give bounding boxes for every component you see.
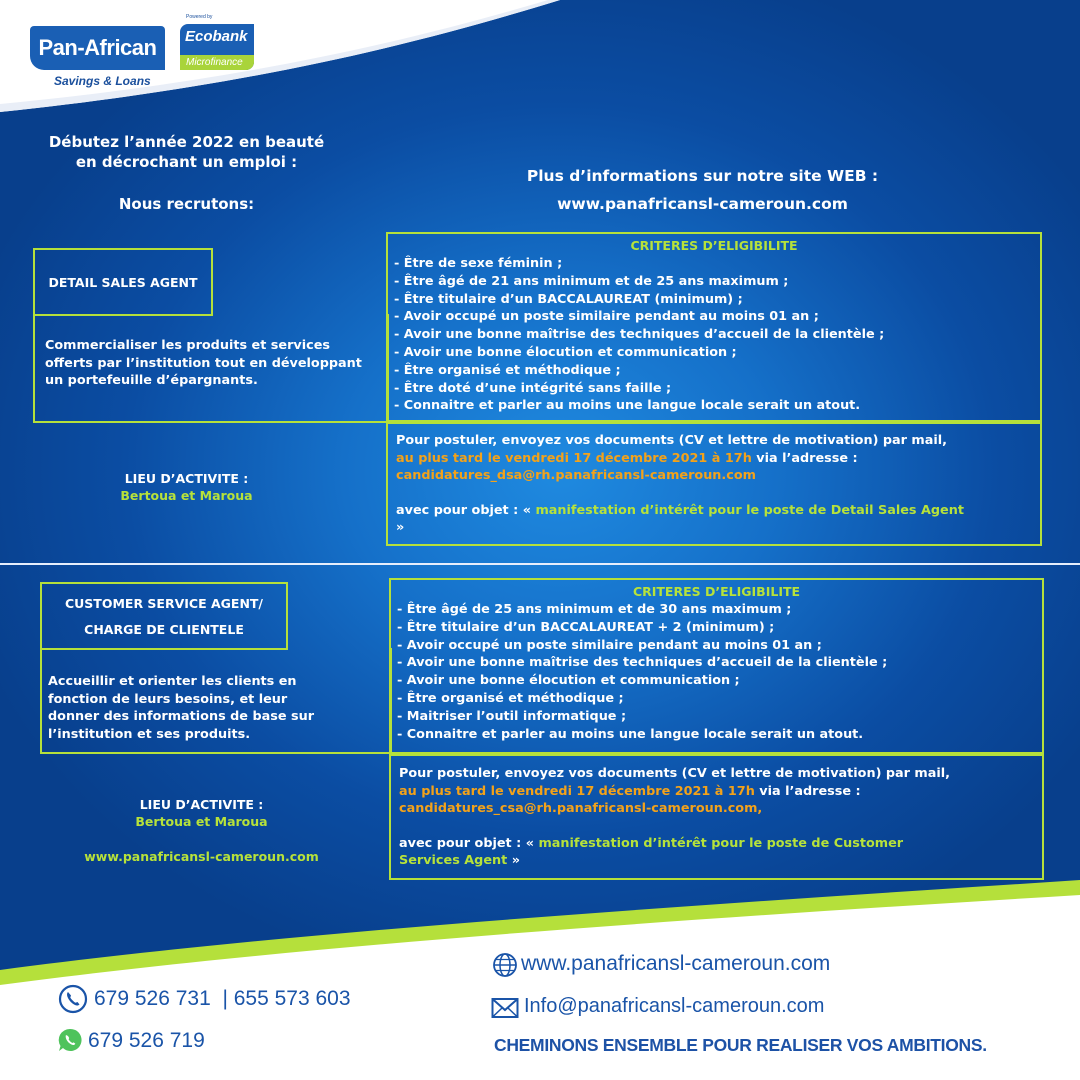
phone-icon (58, 984, 88, 1014)
job2-website[interactable]: www.panafricansl-cameroun.com (84, 849, 319, 864)
website-info-line2: www.panafricansl-cameroun.com (557, 195, 848, 213)
job2-apply-text (399, 765, 964, 818)
job2-criteria-item: - Être titulaire d’un BACCALAUREAT + 2 (minimum) ; (397, 619, 775, 635)
job2-criteria-item: - Avoir une bonne maîtrise des techniques d’accueil de la clientèle ; (397, 655, 888, 671)
job2-criteria-item: - Avoir une bonne élocution et communication ; (397, 673, 740, 689)
logo-brand-name: Pan-African (38, 35, 157, 60)
job1-criteria-list (388, 255, 1040, 415)
mail-icon (491, 997, 519, 1019)
job1-subject-prefix: avec pour objet : « (396, 502, 531, 518)
section-divider (0, 563, 1080, 565)
job1-apply-text (396, 432, 961, 485)
job1-criteria-item: - Être titulaire d’un BACCALAUREAT (minimum) ; (394, 291, 743, 307)
job1-location-label: LIEU D’ACTIVITE : (124, 471, 249, 486)
intro (20, 132, 353, 214)
job1-criteria-item: - Avoir une bonne maîtrise des techniques d’accueil de la clientèle ; (394, 327, 885, 343)
job1-criteria-title: CRITERES D’ELIGIBILITE (630, 238, 798, 253)
whatsapp-icon (57, 1027, 83, 1053)
job2-subject-text: manifestation d’intérêt pour le poste de Customer Services Agent (399, 835, 904, 869)
job1-title-box (33, 248, 213, 316)
job1-subject-text: manifestation d’intérêt pour le poste de Detail Sales Agent (535, 502, 964, 518)
footer-phone[interactable]: 679 526 731 | 655 573 603 (94, 987, 351, 1010)
job2-criteria-item: - Connaitre et parler au moins une langue locale serait un atout. (397, 726, 864, 742)
job2-description: Accueillir et orienter les clients en fonction de leurs besoins, et leur donner des informations de base sur l’institution et ses produits. (48, 674, 315, 742)
globe-icon (492, 952, 518, 978)
job1-description: Commercialiser les produits et services offerts par l’institution tout en développant un portefeuille d’épargnants. (45, 338, 362, 389)
logo-brand-box (30, 26, 165, 70)
job1-subject (396, 502, 971, 537)
job1-criteria-item: - Être organisé et méthodique ; (394, 362, 621, 378)
job1-apply-box (386, 422, 1042, 546)
logo-partner-name: Ecobank (185, 28, 248, 45)
footer-slogan: CHEMINONS ENSEMBLE POUR REALISER VOS AMBITIONS. (494, 1035, 987, 1055)
logo-powered-by: Powered by (186, 14, 213, 20)
job2-title-line2: CHARGE DE CLIENTELE (84, 621, 244, 637)
intro-line3: Nous recrutons: (118, 195, 255, 213)
job2-location-value: Bertoua et Maroua (135, 814, 268, 829)
footer-website[interactable]: www.panafricansl-cameroun.com (521, 952, 831, 975)
job2-subject-suffix: » (511, 853, 520, 869)
job2-criteria-item: - Être âgé de 25 ans minimum et de 30 ans maximum ; (397, 602, 792, 617)
intro-line2: en décrochant un emploi : (75, 153, 298, 171)
website-info (470, 162, 935, 218)
job2-apply-deadline: au plus tard le vendredi 17 décembre 2021 à 17h (399, 783, 755, 799)
job1-criteria-box (386, 232, 1042, 422)
logo-brand-sub: Savings & Loans (54, 74, 151, 88)
job1-title: DETAIL SALES AGENT (48, 274, 198, 290)
job1-criteria-item: - Être âgé de 21 ans minimum et de 25 ans maximum ; (394, 273, 789, 289)
job1-subject-suffix: » (396, 520, 405, 536)
job2-criteria-item: - Être organisé et méthodique ; (397, 690, 624, 706)
logo (30, 14, 260, 92)
website-info-line1: Plus d’informations sur notre site WEB : (526, 167, 879, 185)
job2-subject-prefix: avec pour objet : « (399, 835, 534, 851)
job1-location-value: Bertoua et Maroua (120, 488, 253, 503)
job1-criteria-item: - Être de sexe féminin ; (394, 256, 563, 271)
job2-apply-email[interactable]: candidatures_csa@rh.panafricansl-cameroun.com, (399, 801, 763, 817)
job2-criteria-title: CRITERES D’ELIGIBILITE (632, 584, 801, 599)
job1-location (20, 470, 353, 504)
job1-apply-via: via l’adresse : (756, 450, 858, 466)
job1-apply-email[interactable]: candidatures_dsa@rh.panafricansl-cameroun.com (396, 468, 756, 484)
job1-criteria-item: - Être doté d’une intégrité sans faille ; (394, 380, 672, 396)
job2-criteria-list (391, 601, 1042, 743)
job2-location (35, 796, 368, 830)
job2-criteria-box (389, 578, 1044, 754)
job2-subject (399, 835, 959, 870)
job2-apply-box (389, 754, 1044, 880)
intro-line1: Débutez l’année 2022 en beauté (48, 133, 325, 151)
job2-criteria-item: - Avoir occupé un poste similaire pendant au moins 01 an ; (397, 637, 822, 653)
footer-whatsapp[interactable]: 679 526 719 (88, 1029, 205, 1052)
job1-criteria-item: - Avoir occupé un poste similaire pendant au moins 01 an ; (394, 309, 819, 325)
job1-criteria-item: - Avoir une bonne élocution et communication ; (394, 344, 737, 360)
job2-apply-intro: Pour postuler, envoyez vos documents (CV et lettre de motivation) par mail, (399, 766, 951, 781)
job2-title-box (40, 582, 288, 650)
job2-location-label: LIEU D’ACTIVITE : (139, 797, 264, 812)
job1-apply-deadline: au plus tard le vendredi 17 décembre 2021 à 17h (396, 450, 752, 466)
footer-email[interactable]: Info@panafricansl-cameroun.com (524, 995, 825, 1017)
job2-criteria-item: - Maitriser l’outil informatique ; (397, 708, 627, 724)
job2-title-line1: CUSTOMER SERVICE AGENT/ (64, 595, 264, 611)
job1-apply-intro: Pour postuler, envoyez vos documents (CV et lettre de motivation) par mail, (396, 433, 948, 448)
job1-criteria-item: - Connaitre et parler au moins une langue locale serait un atout. (394, 398, 861, 414)
job2-apply-via: via l’adresse : (759, 783, 861, 799)
logo-partner-sub: Microfinance (180, 55, 254, 70)
logo-partner-box (180, 24, 254, 70)
